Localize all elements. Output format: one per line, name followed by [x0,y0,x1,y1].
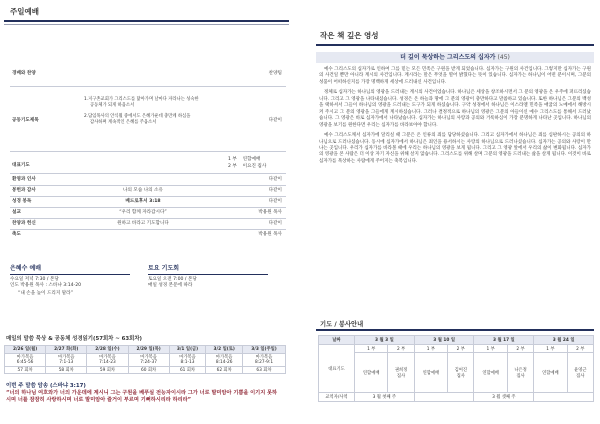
wednesday-sermon: “내 손을 높이 드리지 말라” [18,290,73,296]
worship-row-leader: 박용원 목사 [258,232,282,237]
worship-row-content: “우리 함께 자라갑시다” [119,210,167,215]
name-cell: 권희정 집사 [388,353,414,393]
prayer-line: 공동체가 되게 하옵소서 [90,103,135,109]
memory-verse-title: 이번 주 말씀 암송 (스바냐 3:17) [6,383,86,389]
worship-row-leader: 다같이 [268,188,282,193]
wednesday-time: 수요일 저녁 7:30 / 본당 [10,277,59,283]
worship-row-content: 베드로후서 3:18 [125,199,161,204]
title-rule [10,274,130,275]
row-divider [10,86,286,87]
date-cell: 2/26 일(월) [5,346,46,354]
part-cell: 1 부 [534,345,567,353]
date-cell: 2/27 화(화) [46,346,87,354]
passage-cell: 마가복음 8:14-26 [206,353,243,366]
value-cell: 3 월 셋째 주 [474,393,534,402]
name-cell: 김여진 집사 [448,353,474,393]
table-row [5,353,286,366]
bible-reading-title: 매일의 말씀 묵상 & 공동체 성경읽기(57회차 ~ 63회차) [6,336,143,342]
passage-cell: 마가복음 7:14-23 [87,353,128,366]
devotional-number: (45) [497,54,510,61]
table-row [5,346,286,354]
passage-cell: 마가복음 6:45-56 [5,353,46,366]
representative-prayer: 1 부 연합예배 2 부 이요진 집사 [228,157,267,169]
prayer-line: 1.지구촌교회가 그리스도를 닮아가며 날마다 자라나는 성숙한 [84,97,199,102]
part-cell: 1 부 [414,345,447,353]
row-divider [10,218,286,219]
round-cell: 58 회차 [46,366,87,374]
row-divider [10,207,286,208]
name-cell: 연합예배 [474,353,507,393]
passage-cell: 마가복음 7:24-37 [128,353,169,366]
duty-section-title: 기도 / 봉사안내 [320,321,364,328]
table-row [319,353,594,393]
worship-row-label: 경배와 찬양 [12,71,36,76]
header-cell: 3 월 10 일 [414,336,474,345]
table-row [5,366,286,374]
worship-row-label: 공동기도제목 [12,118,39,123]
devotional-section-title: 작은 책 깊은 영성 [320,31,379,40]
header-cell: 3 월 17 일 [474,336,534,345]
navy-divider [316,329,594,331]
round-cell: 60 회차 [128,366,169,374]
row-label-cell: 교역자/사역 [319,393,355,402]
date-cell: 2/29 일(목) [128,346,169,354]
worship-row-leader: 다같이 [268,199,282,204]
part-cell: 2 부 [388,345,414,353]
passage-cell: 마가복음 8:27-9:1 [243,353,286,366]
date-cell: 3/3 일(주일) [243,346,286,354]
worship-row-leader: 찬양팀 [268,71,282,76]
worship-row-label: 대표기도 [12,163,30,168]
part-cell: 2 부 [448,345,474,353]
header-cell: 3 월 24 일 [534,336,594,345]
name-cell: 윤영근 집사 [567,353,593,393]
row-divider [10,196,286,197]
navy-divider [316,44,594,46]
header-cell: 날짜 [319,336,355,345]
worship-row-leader: 다같이 [268,177,282,182]
prayer-topics [84,97,264,126]
worship-row-label: 성경 봉독 [12,199,32,204]
wednesday-leader: 인도 박용원 목사 : 스바냐 3:14-20 [10,283,82,289]
worship-row-leader: 다같이 [268,118,282,123]
round-cell: 62 회차 [206,366,243,374]
devotional-body [316,67,594,165]
prayer-line: 2.담임목사의 안식월 중에서도 은혜가운데 충만케 하심을 [84,113,191,119]
wednesday-title: 은혜수 예배 [10,265,42,272]
row-divider [10,151,286,152]
worship-row-content: 원하고 바라고 기도합니다 [117,221,169,226]
table-row [319,336,594,345]
table-row [319,393,594,402]
saturday-prayer [148,266,268,290]
devotional-paragraph: 예수 그리스도의 십자가로 인하여 그를 믿는 모든 민족은 구원을 받게 되었습니다. 십자가는 구원의 사건입니다. 그렇지만 십자가는 구원의 사건일 뿐만 아니라 계시의 사건입니다. 계시라는 말은 무엇을 열어 밝혔다는 뜻이 있습니다. 십자가는 하나님이 어떤 분이시며, 그분의 성품이 어떠하신지를 가장 명백하게 세상에 드러내신 사건입니다. [319,67,591,85]
title-rule [148,274,268,275]
round-cell: 61 회차 [169,366,206,374]
name-cell: 연합예배 [355,353,388,393]
worship-row-label: 환영과 인사 [12,177,36,182]
saturday-time: 토요일 오전 7:00 / 본당 [148,277,197,283]
saturday-note: 매일 성경 본문에 따라 [148,283,193,289]
date-cell: 3/2 일(토) [206,346,243,354]
date-cell: 2/28 일(수) [87,346,128,354]
memory-verse-text: “너의 하나님 여호와가 너의 가운데에 계시니 그는 구원을 베푸실 전능자이시라 그가 너로 말미암아 기쁨을 이기지 못하시며 너를 잠잠히 사랑하시며 너로 말미암아 즐거이 부르며 기뻐하시리라 하리라” [6,390,278,403]
saturday-title: 토요 기도회 [148,265,180,272]
devotional-title-band [316,52,594,63]
name-cell: 연합예배 [534,353,567,393]
round-cell: 57 회차 [5,366,46,374]
part-cell: 1 부 [355,345,388,353]
row-divider [10,173,286,174]
name-cell: 연합예배 [414,353,447,393]
name-cell: 나은정 집사 [507,353,533,393]
worship-row-content: 나의 모습 나의 소유 [123,188,163,193]
row-divider [10,229,286,230]
wednesday-worship [10,266,130,297]
bible-reading-table [4,345,286,374]
part-cell: 2 부 [507,345,533,353]
round-cell: 59 회차 [87,366,128,374]
passage-cell: 마가복음 8:1-13 [169,353,206,366]
header-cell: 3 월 3 일 [355,336,415,345]
devotional-paragraph: 정체로 십자가는 하나님의 영광을 드러내는 계시의 사건이었습니다. 하나님은 세상을 창조하시면서 그 분의 영광을 온 우주에 퍼뜨리셨습니다. 그리고 그 영광을 나타내셨습니다. 성경은 온 하늘과 땅에 그 분의 영광이 충만하다고 말씀하고 있습니다. 또한 하나님은 그분의 백성을 택하셔서 그들이 하나님의 영광을 드러내는 도구가 되게 하셨습니다. 구약 성경에서 하나님은 이스라엘 민족을 애굽의 노예에서 해방시켜 주시고 그 분의 영광을 그들에게 계시하셨습니다. 그러나 결정적으로 하나님의 영광은 그분의 아들이신 예수 그리스도를 통해서 드러났습니다. 그 영광은 바로 십자가에서 나타났습니다. 십자가는 하나님의 사랑과 공의와 거룩하심이 가장 분명하게 나타난 곳입니다. 하나님의 영광을 보기를 원한다면 우리는 십자가를 바라보아야 합니다. [319,90,591,128]
value-cell [534,393,594,402]
row-label-cell: 대표기도 [319,345,355,393]
devotional-paragraph: 예수 그리스도께서 십자가에 달리실 때 그분은 온 인류의 죄를 담당하셨습니다. 그리고 십자가에서 하나님은 죄를 심판하시는 공의의 하나님으로 드러나셨습니다. 동시에 십자가에서 하나님은 죄인을 용서하시는 사랑의 하나님으로 드러나셨습니다. 십자가는 공의와 사랑이 만나는 곳입니다. 우리가 십자가를 바라볼 때에 우리는 하나님의 영광을 보게 됩니다. 그리고 그 영광 앞에서 우리의 삶이 변화됩니다. 십자가의 영광을 본 사람은 더 이상 자기 자신을 위해 살지 않습니다. 그리스도를 위해 살며 그분의 영광을 드러내는 삶을 살게 됩니다. 이것이 바로 십자가를 묵상하는 사람에게 주어지는 축복입니다. [319,133,591,164]
worship-row-label: 축도 [12,232,21,237]
date-cell: 3/1 일(금) [169,346,206,354]
part-cell: 2 부 [567,345,593,353]
worship-section-title: 주일예배 [10,7,39,16]
worship-row-leader: 다같이 [268,221,282,226]
passage-cell: 마가복음 7:1-13 [46,353,87,366]
worship-row-label: 찬양과 헌신 [12,221,36,226]
worship-row-leader: 박용원 목사 [258,210,282,215]
round-cell: 63 회차 [243,366,286,374]
duty-table [318,335,594,402]
part-cell: 1 부 [474,345,507,353]
worship-row-label: 설교 [12,210,21,215]
value-cell: 3 월 첫째 주 [355,393,415,402]
devotional-title: 더 깊이 묵상하는 그리스도의 십자가 [400,54,496,61]
right-column [316,30,594,169]
value-cell [414,393,474,402]
table-row [319,345,594,353]
prayer-line: 감사하며 계속적인 은혜를 주옵소서 [90,119,157,125]
worship-row-label: 봉헌과 감사 [12,188,36,193]
row-divider [10,185,286,186]
